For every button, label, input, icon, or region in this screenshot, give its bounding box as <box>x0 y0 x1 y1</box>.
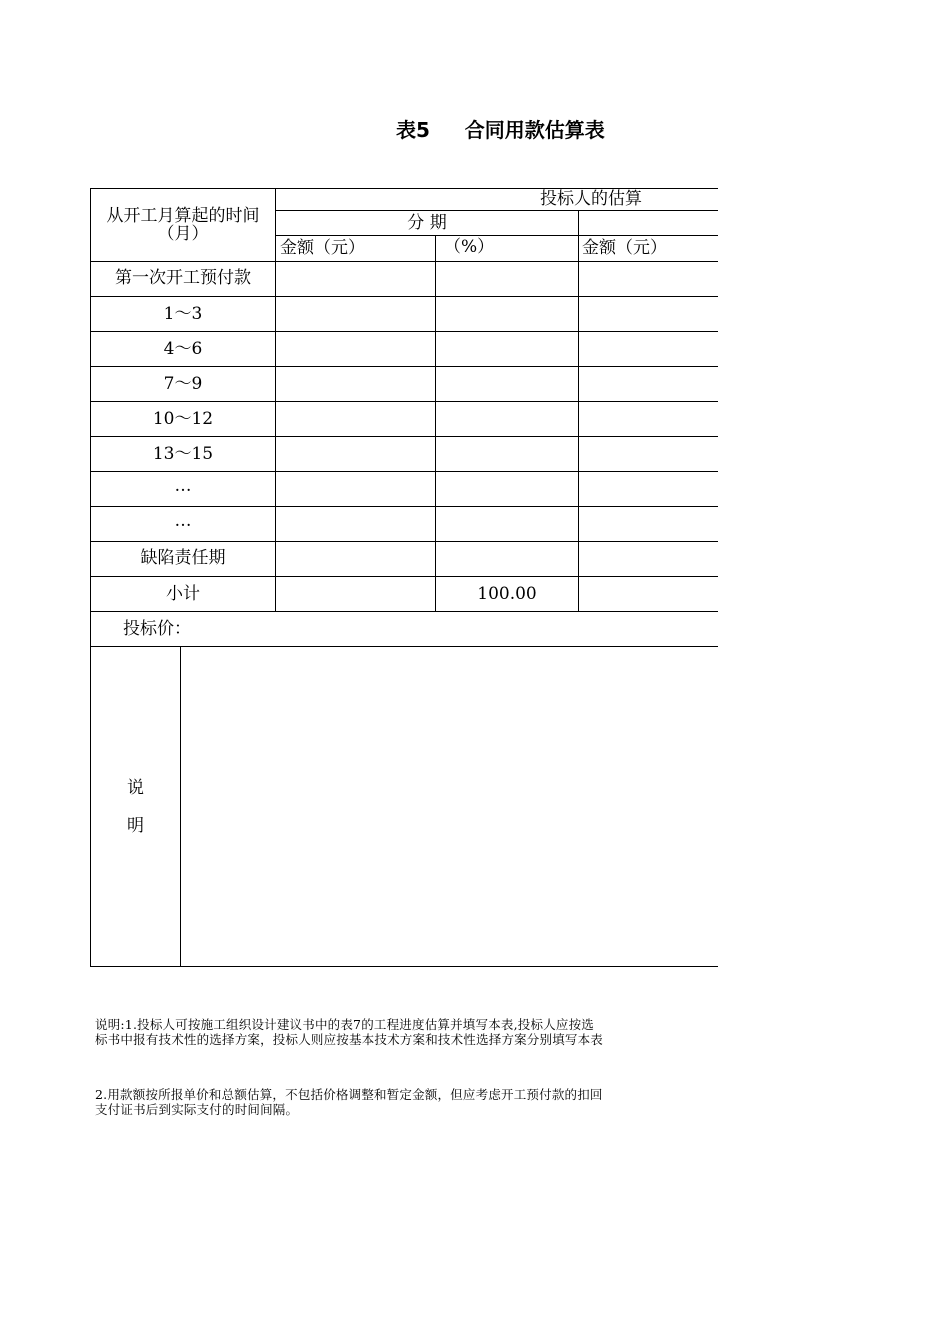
remarks-label: 明 <box>127 816 144 836</box>
row-label: 4～6 <box>163 339 203 359</box>
time-column-unit: （月） <box>157 224 209 244</box>
row-label: 小计 <box>166 584 200 604</box>
page-title: 表5 合同用款估算表 <box>396 118 605 142</box>
row-label: 10～12 <box>152 409 214 429</box>
row-label: 1～3 <box>163 304 203 324</box>
percent-column-header: （%） <box>444 237 495 257</box>
amount-column-header: 金额（元） <box>280 238 365 258</box>
note-1: 标书中报有技术性的选择方案，投标人则应按基本技术方案和技术性选择方案分别填写本表 <box>95 1032 604 1047</box>
row-label: 第一次开工预付款 <box>115 268 251 288</box>
note-1: 说明:1.投标人可按施工组织设计建议书中的表7的工程进度估算并填写本表,投标人应按选 <box>95 1017 594 1032</box>
bid-price-label: 投标价： <box>123 619 191 639</box>
note-2: 2.用款额按所报单价和总额估算，不包括价格调整和暂定金额，但应考虑开工预付款的扣回 <box>95 1087 603 1102</box>
row-label: … <box>174 476 192 496</box>
time-column-header: 从开工月算起的时间 <box>106 206 260 226</box>
row-label: 13～15 <box>152 444 214 464</box>
bidder-estimate-header: 投标人的估算 <box>540 189 642 209</box>
remarks-label: 说 <box>127 778 144 798</box>
row-label: 7～9 <box>163 374 203 394</box>
subtotal-percent: 100.00 <box>477 584 537 604</box>
note-2: 支付证书后到实际支付的时间间隔。 <box>95 1102 299 1117</box>
amount-column-header-2: 金额（元） <box>582 238 667 258</box>
row-label: 缺陷责任期 <box>140 548 226 568</box>
installment-header: 分 期 <box>407 213 447 233</box>
row-label: … <box>174 511 192 531</box>
